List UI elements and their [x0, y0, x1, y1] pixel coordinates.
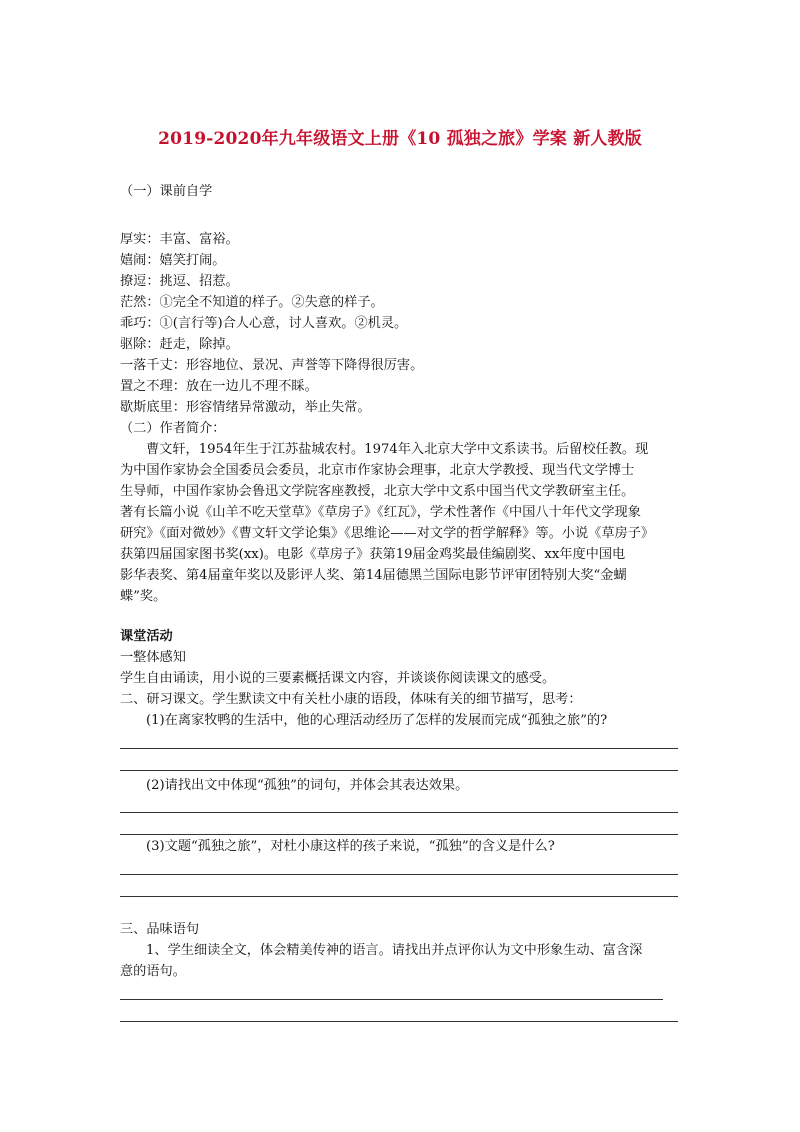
vocab-item: 歇斯底里：形容情绪异常激动，举止失常。 — [120, 400, 371, 415]
vocab-item: 一落千丈：形容地位、景况、声誉等下降得很厉害。 — [120, 358, 424, 373]
answer-line — [120, 999, 663, 1000]
document-title: 2019-2020年九年级语文上册《10 孤独之旅》学案 新人教版 — [158, 129, 642, 149]
author-paragraph-line: 影华表奖、第4届童年奖以及影评人奖、第14届德黑兰国际电影节评审团特别大奖“金蝴 — [120, 568, 627, 583]
question-2: (2)请找出文中体现“孤独”的词句，并体会其表达效果。 — [146, 778, 469, 793]
vocab-item: 置之不理：放在一边儿不理不睬。 — [120, 379, 318, 394]
vocab-item: 嬉闹：嬉笑打闹。 — [120, 253, 226, 268]
vocab-item: 厚实：丰富、富裕。 — [120, 232, 239, 247]
question-1: (1)在离家牧鸭的生活中，他的心理活动经历了怎样的发展而完成“孤独之旅”的? — [146, 713, 608, 728]
answer-line — [120, 748, 678, 749]
answer-line — [120, 874, 678, 875]
vocab-item: 撩逗：挑逗、招惹。 — [120, 274, 239, 289]
classroom-activity-heading: 课堂活动 — [120, 629, 173, 644]
section-heading-author: （二）作者简介： — [120, 421, 226, 436]
question-3: (3)文题“孤独之旅”，对杜小康这样的孩子来说，“孤独”的含义是什么? — [146, 839, 555, 854]
part1-text: 学生自由诵读，用小说的三要素概括课文内容，并谈谈你阅读课文的感受。 — [120, 671, 556, 686]
author-paragraph-line: 为中国作家协会全国委员会委员，北京市作家协会理事，北京大学教授、现当代文学博士 — [120, 463, 635, 478]
vocab-item: 驱除：赶走，除掉。 — [120, 337, 239, 352]
part3-heading: 三、品味语句 — [120, 922, 200, 937]
answer-line — [120, 1021, 678, 1022]
author-paragraph-line: 获第四届国家图书奖(xx)。电影《草房子》获第19届金鸡奖最佳编剧奖、xx年度中国电 — [120, 547, 626, 562]
author-paragraph-line: 著有长篇小说《山羊不吃天堂草》《草房子》《红瓦》，学术性著作《中国八十年代文学现象 — [120, 505, 641, 520]
part3-text-line: 意的语句。 — [120, 964, 186, 979]
author-paragraph-line: 曹文轩，1954年生于江苏盐城农村。1974年入北京大学中文系读书。后留校任教。现 — [146, 442, 649, 457]
answer-line — [120, 896, 678, 897]
section-heading-self-study: （一）课前自学 — [120, 184, 213, 199]
vocab-item: 乖巧：①(言行等)合人心意，讨人喜欢。②机灵。 — [120, 316, 408, 331]
part1-heading: 一整体感知 — [120, 650, 186, 665]
vocab-item: 茫然：①完全不知道的样子。②失意的样子。 — [120, 295, 384, 310]
answer-line — [120, 812, 678, 813]
author-paragraph-line: 蝶”奖。 — [120, 589, 167, 604]
part3-text-line: 1、学生细读全文，体会精美传神的语言。请找出并点评你认为文中形象生动、富含深 — [146, 943, 643, 958]
answer-line — [120, 834, 678, 835]
author-paragraph-line: 生导师，中国作家协会鲁迅文学院客座教授，北京大学中文系中国当代文学教研室主任。 — [120, 484, 635, 499]
part2-heading: 二、研习课文。学生默读文中有关杜小康的语段，体味有关的细节描写，思考： — [120, 692, 582, 707]
answer-line — [120, 770, 678, 771]
author-paragraph-line: 研究》《面对微妙》《曹文轩文学论集》《思维论——对文学的哲学解释》等。小说《草房子》 — [120, 526, 655, 541]
